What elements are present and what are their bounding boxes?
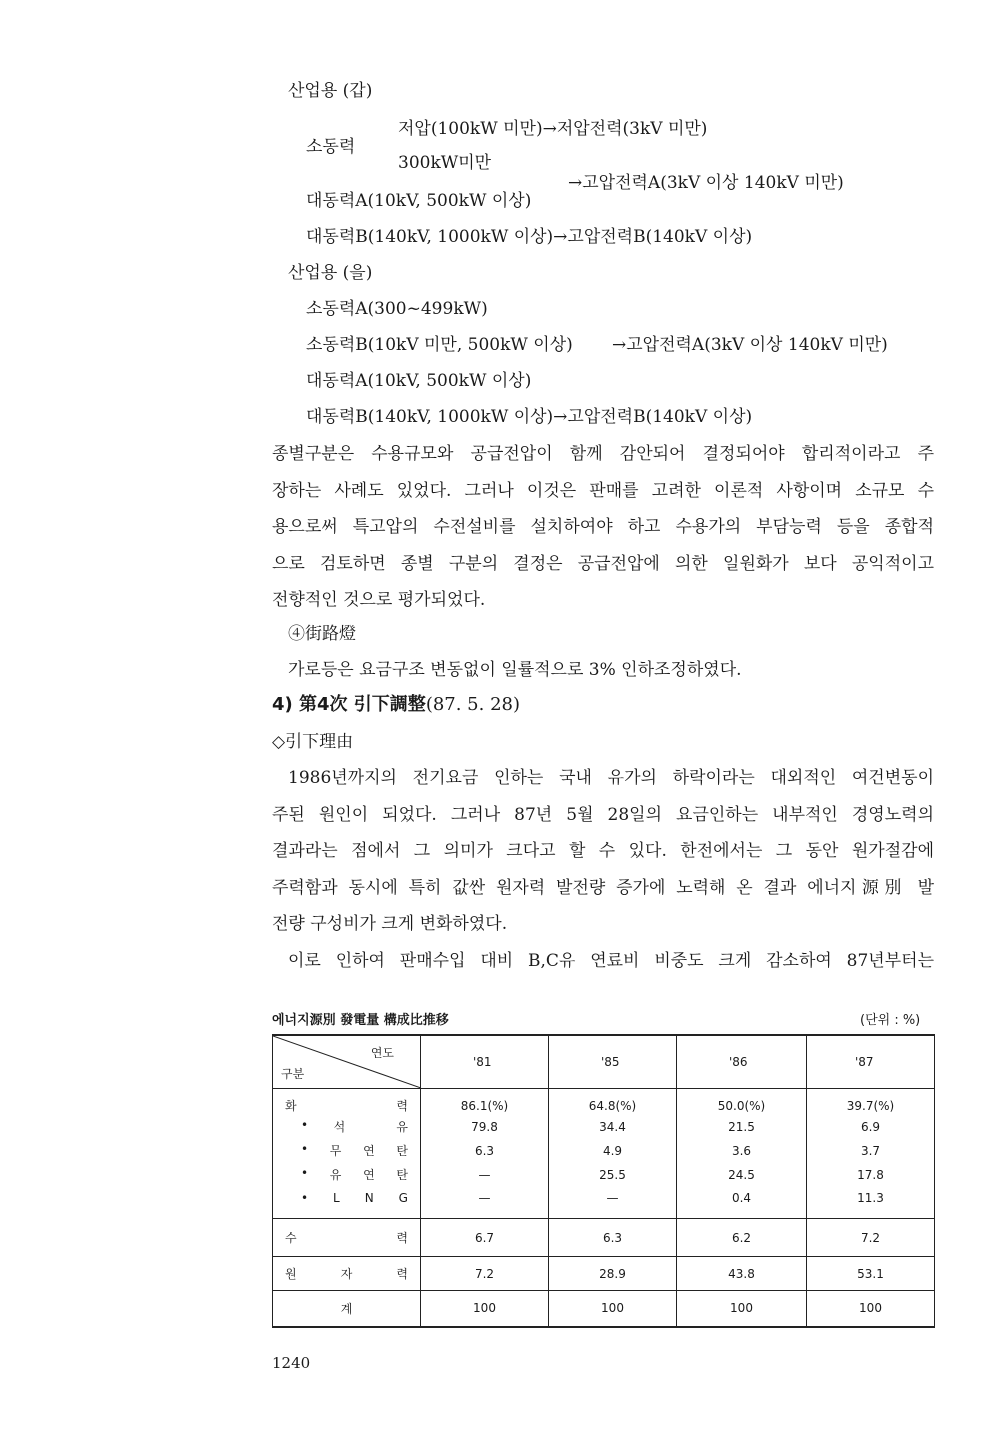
header-category-label: 구분 xyxy=(281,1067,305,1081)
street-light-heading: ④街路燈 xyxy=(288,624,356,644)
label-char: 탄 xyxy=(396,1144,408,1158)
table-cell: 6.7 xyxy=(421,1219,549,1257)
reason-heading: ◇引下理由 xyxy=(272,732,354,752)
table-cell: 86.1(%) xyxy=(421,1089,549,1115)
table-row-anthracite xyxy=(273,1139,935,1163)
large-power-a-line: 대동력A(10kV, 500kW 이상) xyxy=(306,191,532,211)
table-row-bituminous xyxy=(273,1163,935,1187)
table-cell: — xyxy=(421,1187,549,1219)
table-cell: 0.4 xyxy=(677,1187,807,1219)
classification-paragraph xyxy=(272,436,934,619)
table-cell: 28.9 xyxy=(549,1257,677,1291)
label-char: 연 xyxy=(363,1144,375,1158)
bullet: • xyxy=(301,1191,309,1206)
label-char: 력 xyxy=(396,1099,408,1114)
paragraph-line: 전향적인 것으로 평가되었다. xyxy=(272,590,486,610)
small-power-a-line: 소동력A(300~499kW) xyxy=(306,299,488,319)
label-char: 석 xyxy=(333,1120,346,1134)
table-cell: 21.5 xyxy=(677,1115,807,1139)
reason-paragraph xyxy=(272,760,934,943)
industrial-eul-heading: 산업용 (을) xyxy=(288,263,373,283)
paragraph-line: 주된 원인이 되었다. 그러나 87년 5월 28일의 요금인하는 내부적인 경영노력의 xyxy=(272,804,934,825)
table-cell: 25.5 xyxy=(549,1163,677,1187)
table-header-row xyxy=(273,1035,935,1089)
table-cell: 11.3 xyxy=(807,1187,935,1219)
paragraph-line: 용으로써 특고압의 수전설비를 설치하여야 하고 수용가의 부담능력 등을 종합적 xyxy=(272,517,934,537)
bullet: • xyxy=(301,1142,309,1156)
row-label xyxy=(273,1089,421,1115)
table-cell: 43.8 xyxy=(677,1257,807,1291)
label-char: 연 xyxy=(363,1168,375,1182)
table-caption: 에너지源別 發電量 構成比推移 xyxy=(272,1013,449,1028)
row-label xyxy=(273,1219,421,1257)
table-row-total xyxy=(273,1291,935,1327)
table-cell: 50.0(%) xyxy=(677,1089,807,1115)
label-char: 유 xyxy=(329,1168,342,1182)
label-char: 화 xyxy=(285,1099,297,1114)
header-year-label: 연도 xyxy=(370,1046,394,1060)
table-cell: 6.2 xyxy=(677,1219,807,1257)
paragraph-line: 장하는 사례도 있었다. 그러나 이것은 판매를 고려한 이론적 사항이며 소규모 수 xyxy=(272,480,934,501)
bullet: • xyxy=(301,1118,309,1132)
table-cell: 6.3 xyxy=(549,1219,677,1257)
row-label xyxy=(273,1163,421,1187)
table-cell: 34.4 xyxy=(549,1115,677,1139)
label-char: 원 xyxy=(285,1267,297,1281)
row-label xyxy=(273,1257,421,1291)
industrial-gap-heading: 산업용 (갑) xyxy=(288,81,373,101)
paragraph-line: 전량 구성비가 크게 변화하였다. xyxy=(272,914,508,934)
page-number: 1240 xyxy=(272,1354,311,1372)
table-cell: 3.6 xyxy=(677,1139,807,1163)
row-label xyxy=(273,1115,421,1139)
label-char: 유 xyxy=(396,1120,408,1134)
label-char: 력 xyxy=(396,1267,408,1281)
label-char: G xyxy=(398,1191,408,1206)
paragraph-line: 이로 인하여 판매수입 대비 B,C유 연료비 비중도 크게 감소하여 87년부터는 xyxy=(288,951,934,971)
table-cell: 7.2 xyxy=(421,1257,549,1291)
row-label xyxy=(273,1187,421,1219)
table-cell: 100 xyxy=(677,1291,807,1327)
label-char: 력 xyxy=(396,1231,408,1245)
year-header: '87 xyxy=(807,1035,935,1089)
table-cell: 7.2 xyxy=(807,1219,935,1257)
table-cell: 100 xyxy=(807,1291,935,1327)
year-header: '81 xyxy=(421,1035,549,1089)
large-power-b-line: 대동력B(140kV, 1000kW 이상)→고압전력B(140kV 이상) xyxy=(306,227,753,247)
under-300kw-line: 300kW미만 xyxy=(398,153,492,173)
table-row-oil xyxy=(273,1115,935,1139)
table-cell: 24.5 xyxy=(677,1163,807,1187)
street-light-text: 가로등은 요금구조 변동없이 일률적으로 3% 인하조정하였다. xyxy=(288,660,742,680)
table-cell: 64.8(%) xyxy=(549,1089,677,1115)
table-unit: (단위 : %) xyxy=(860,1013,921,1028)
header-diagonal-cell xyxy=(273,1035,421,1089)
table-cell: 79.8 xyxy=(421,1115,549,1139)
row-label: 계 xyxy=(273,1291,421,1327)
energy-source-table xyxy=(272,1034,935,1328)
table-row-nuclear xyxy=(273,1257,935,1291)
table-row-thermal xyxy=(273,1089,935,1115)
row-label xyxy=(273,1139,421,1163)
table-cell: 53.1 xyxy=(807,1257,935,1291)
label-char: N xyxy=(364,1191,374,1206)
small-power-label: 소동력 xyxy=(306,137,356,157)
low-voltage-line: 저압(100kW 미만)→저압전력(3kV 미만) xyxy=(398,119,708,139)
large-power-b-line-eul: 대동력B(140kV, 1000kW 이상)→고압전력B(140kV 이상) xyxy=(306,407,753,427)
large-power-a-line-eul: 대동력A(10kV, 500kW 이상) xyxy=(306,371,532,391)
high-voltage-a-line-eul: →고압전력A(3kV 이상 140kV 미만) xyxy=(612,335,888,355)
label-char: 자 xyxy=(340,1267,353,1281)
small-power-b-line: 소동력B(10kV 미만, 500kW 이상) xyxy=(306,335,573,355)
label-char: 무 xyxy=(329,1144,342,1158)
section4-date: (87. 5. 28) xyxy=(425,694,521,715)
table-row-hydro xyxy=(273,1219,935,1257)
label-char: 탄 xyxy=(396,1168,408,1182)
table-cell: 6.3 xyxy=(421,1139,549,1163)
label-char: L xyxy=(333,1191,340,1206)
year-header: '86 xyxy=(677,1035,807,1089)
paragraph-line: 종별구분은 수용규모와 공급전압이 함께 감안되어 결정되어야 합리적이라고 주 xyxy=(272,444,934,464)
table-row-lng xyxy=(273,1187,935,1219)
paragraph-three xyxy=(272,943,934,980)
table-cell: 100 xyxy=(421,1291,549,1327)
table-cell: — xyxy=(421,1163,549,1187)
table-cell: 6.9 xyxy=(807,1115,935,1139)
label-char: 수 xyxy=(285,1231,297,1245)
paragraph-line: 주력함과 동시에 특히 값싼 원자력 발전량 증가에 노력해 온 결과 에너지源別 발 xyxy=(272,877,934,898)
section4-heading xyxy=(272,694,520,716)
table-cell: 4.9 xyxy=(549,1139,677,1163)
high-voltage-a-line: →고압전력A(3kV 이상 140kV 미만) xyxy=(568,173,844,193)
table-cell: 100 xyxy=(549,1291,677,1327)
table-cell: 3.7 xyxy=(807,1139,935,1163)
table-cell: — xyxy=(549,1187,677,1219)
paragraph-line: 결과라는 점에서 그 의미가 크다고 할 수 있다. 한전에서는 그 동안 원가절감에 xyxy=(272,841,934,861)
year-header: '85 xyxy=(549,1035,677,1089)
bullet: • xyxy=(301,1166,309,1180)
paragraph-line: 으로 검토하면 종별 구분의 결정은 공급전압에 의한 일원화가 보다 공익적이고 xyxy=(272,553,934,574)
table-cell: 17.8 xyxy=(807,1163,935,1187)
table-cell: 39.7(%) xyxy=(807,1089,935,1115)
paragraph-line: 1986년까지의 전기요금 인하는 국내 유가의 하락이라는 대외적인 여건변동이 xyxy=(288,768,934,788)
section4-title: 4) 第4次 引下調整 xyxy=(272,694,426,715)
